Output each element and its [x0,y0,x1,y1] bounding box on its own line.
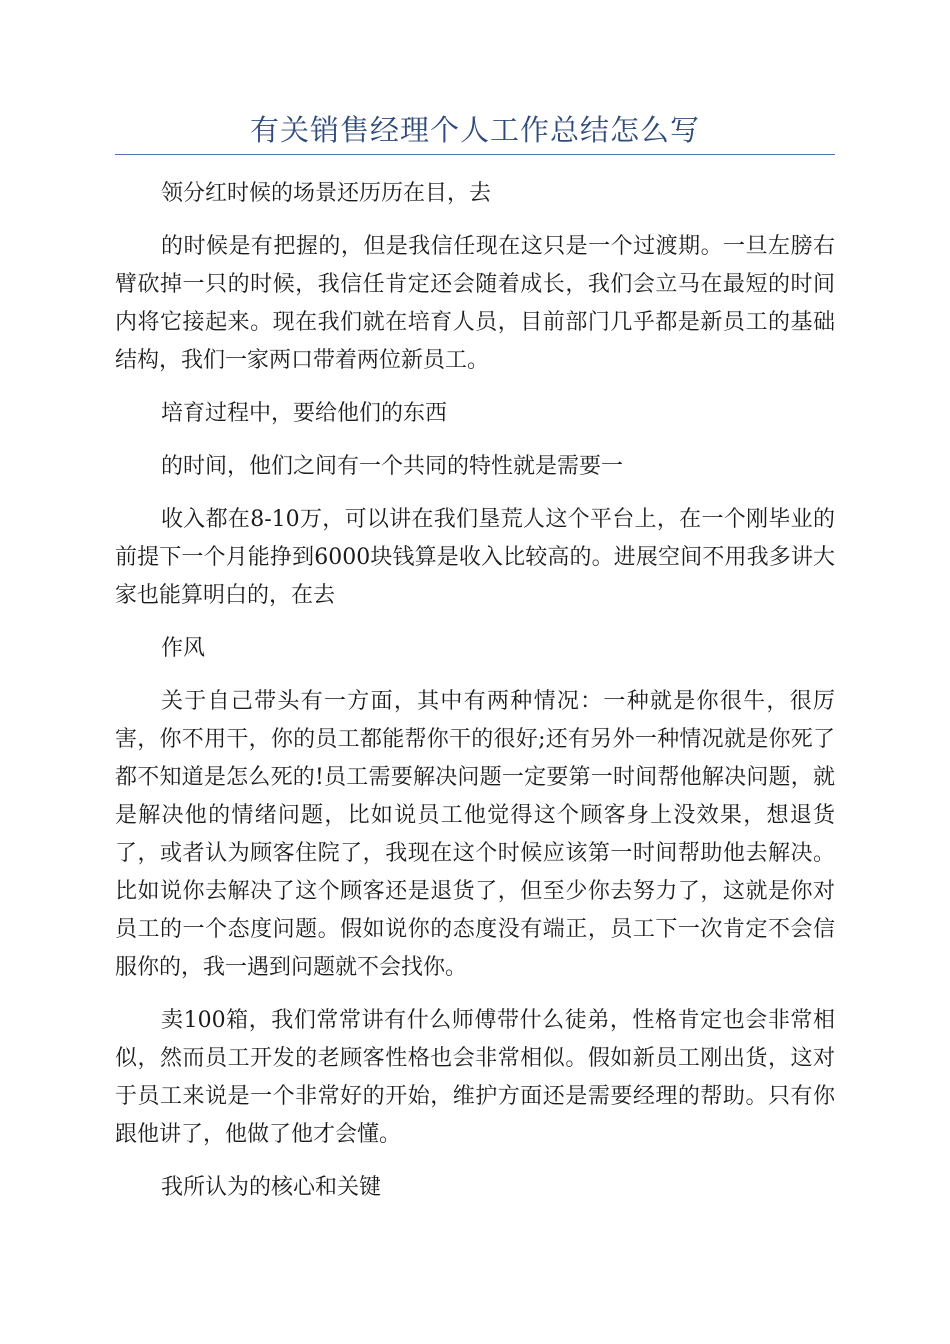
paragraph: 我所认为的核心和关键 [161,1175,382,1200]
paragraph: 的时间，他们之间有一个共同的特性就是需要一 [161,454,624,479]
paragraph: 培育过程中，要给他们的东西 [161,401,448,426]
paragraph: 作风 [161,636,206,661]
paragraph: 的时候是有把握的，但是我信任现在这只是一个过渡期。一旦左膀右臂砍掉一只的时候，我信任肯定还会随着成长，我们会立马在最短的时间内将它接起来。现在我们就在培育人员，目前部门几乎都是新员工的基础结构，我们一家两口带着两位新员工。 [115,234,835,373]
document-body [115,175,835,1222]
paragraph: 收入都在8-10万，可以讲在我们垦荒人这个平台上，在一个刚毕业的前提下一个月能挣到6000块钱算是收入比较高的。进展空间不用我多讲大家也能算明白的，在去 [115,507,835,608]
title-underline [115,154,835,155]
paragraph: 卖100箱，我们常常讲有什么师傅带什么徒弟，性格肯定也会非常相似，然而员工开发的老顾客性格也会非常相似。假如新员工刚出货，这对于员工来说是一个非常好的开始，维护方面还是需要经理的帮助。只有你跟他讲了，他做了他才会懂。 [115,1008,835,1147]
paragraph: 领分红时候的场景还历历在目，去 [161,181,492,206]
paragraph: 关于自己带头有一方面，其中有两种情况：一种就是你很牛，很厉害，你不用干，你的员工都能帮你干的很好;还有另外一种情况就是你死了都不知道是怎么死的!员工需要解决问题一定要第一时间帮他解决问题，就是解决他的情绪问题，比如说员工他觉得这个顾客身上没效果，想退货了，或者认为顾客住院了，我现在这个时候应该第一时间帮助他去解决。比如说你去解决了这个顾客还是退货了，但至少你去努力了，这就是你对员工的一个态度问题。假如说你的态度没有端正，员工下一次肯定不会信服你的，我一遇到问题就不会找你。 [115,689,835,980]
document-title: 有关销售经理个人工作总结怎么写 [249,113,700,147]
